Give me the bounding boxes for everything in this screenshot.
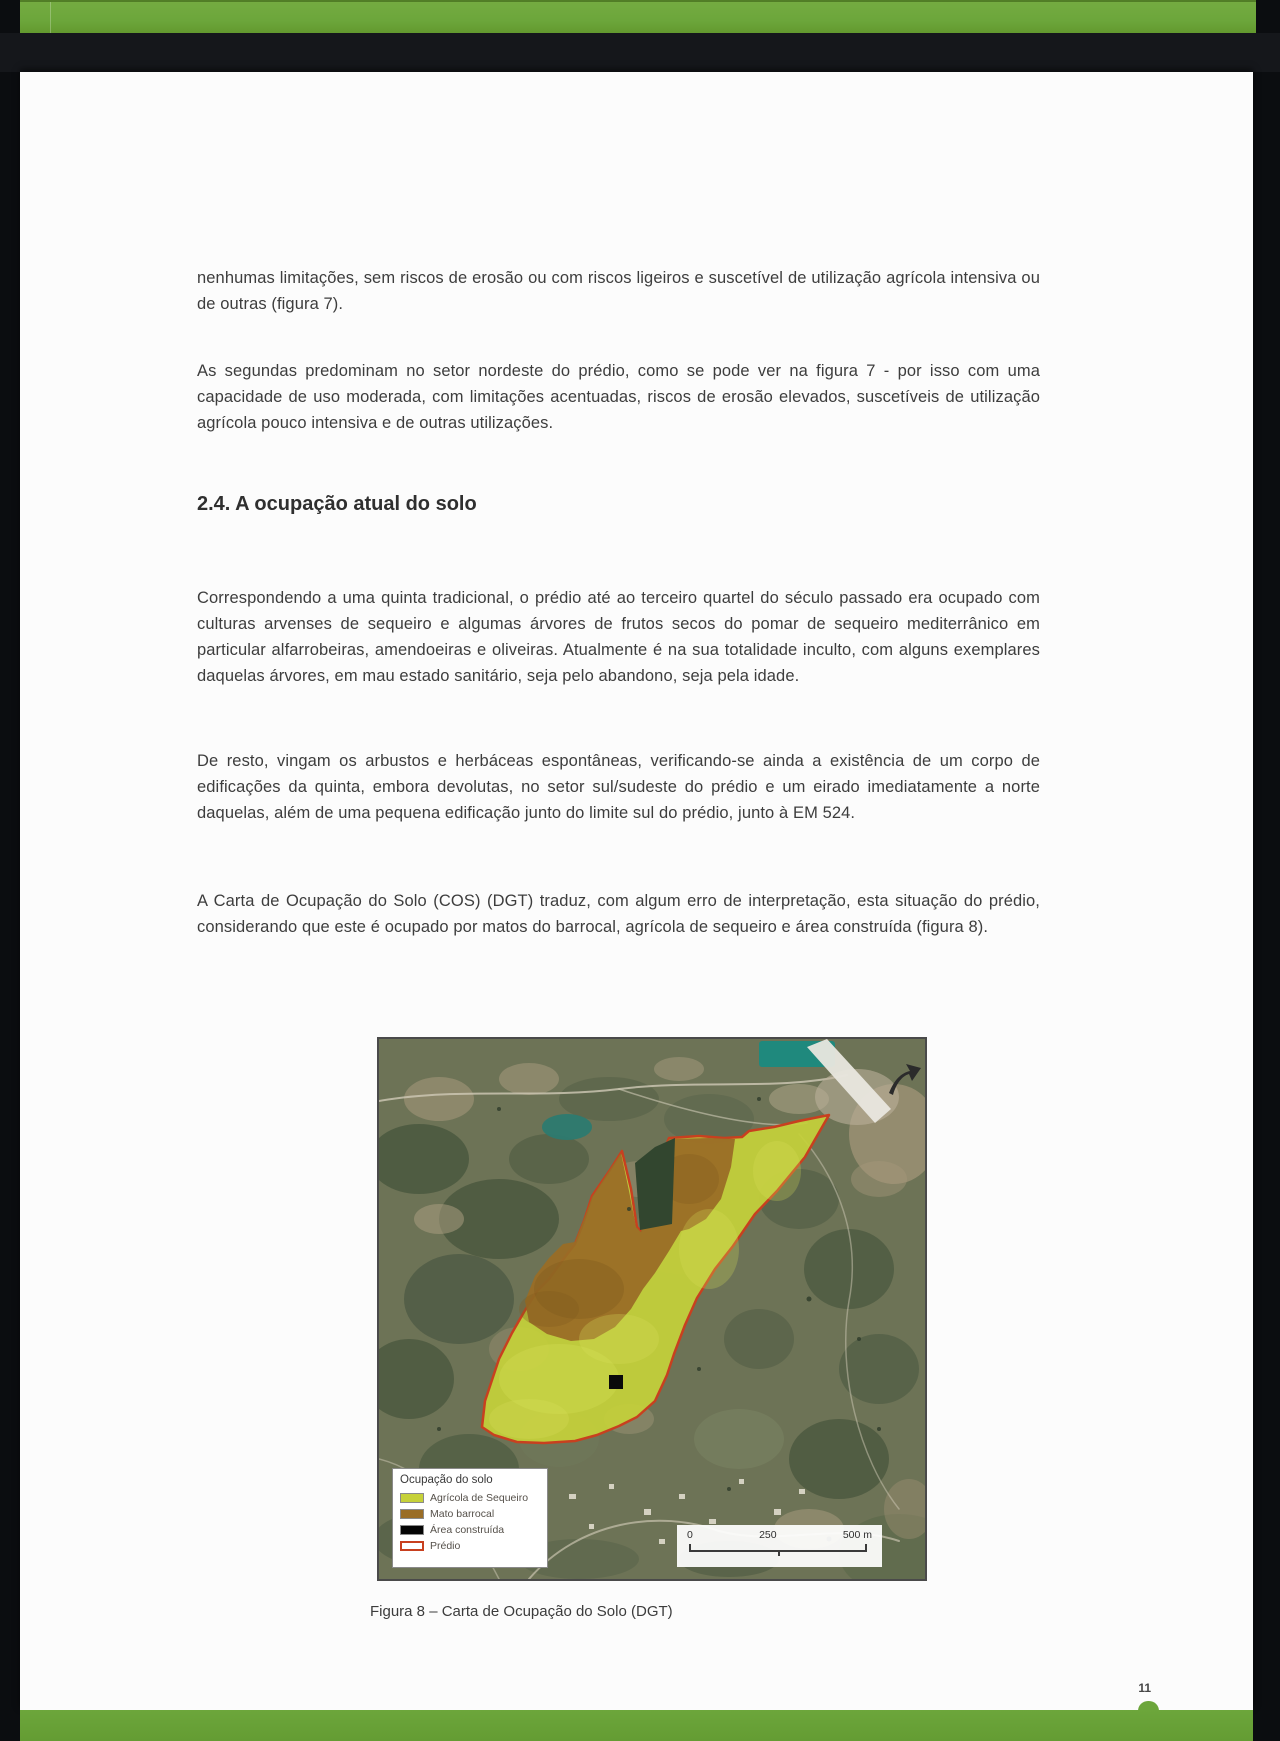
legend-item-predio: Prédio xyxy=(400,1538,540,1554)
top-black-band xyxy=(0,33,1280,72)
top-accent-bar xyxy=(20,0,1256,33)
section-heading: 2.4. A ocupação atual do solo xyxy=(197,493,477,515)
legend-swatch-construida xyxy=(400,1525,424,1535)
legend-item-agricola: Agrícola de Sequeiro xyxy=(400,1490,540,1506)
paragraph: nenhumas limitações, sem riscos de erosão ou com riscos ligeiros e suscetível de utilização agrícola intensiva ou de outras (figura 7). xyxy=(197,269,1040,313)
document-page xyxy=(20,72,1253,1710)
accent-bar-seam xyxy=(50,2,51,33)
paragraph: De resto, vingam os arbustos e herbáceas espontâneas, verificando-se ainda a existência de um corpo de edificações da quinta, embora devolutas, no setor sul/sudeste do prédio e um eirado imediatamente a norte daquelas, além de uma pequena edificação junto do limite sul do prédio, junto à EM 524. xyxy=(197,752,1040,822)
paragraph: A Carta de Ocupação do Solo (COS) (DGT) traduz, com algum erro de interpretação, esta situação do prédio, considerando que este é ocupado por matos do barrocal, agrícola de sequeiro e área construída (figura 8). xyxy=(197,892,1040,936)
figure-caption: Figura 8 – Carta de Ocupação do Solo (DGT) xyxy=(370,1603,673,1620)
area-construida-square xyxy=(609,1375,623,1389)
scale-end: 500 m xyxy=(842,1529,872,1541)
bottom-accent-bar xyxy=(20,1710,1253,1741)
legend-swatch-predio xyxy=(400,1541,424,1551)
legend-swatch-mato xyxy=(400,1509,424,1519)
legend-item-construida: Área construída xyxy=(400,1522,540,1538)
paragraph: Correspondendo a uma quinta tradicional, o prédio até ao terceiro quartel do século passado era ocupado com culturas arvenses de sequeiro e algumas árvores de frutos secos do pomar de sequeiro mediterrânico em particular alfarrobeiras, amendoeiras e oliveiras. Atualmente é na sua totalidade inculto, com alguns exemplares daquelas árvores, em mau estado sanitário, seja pelo abandono, seja pela idade. xyxy=(197,589,1040,685)
scale-mid: 250 xyxy=(759,1529,777,1541)
scalebar-labels xyxy=(687,1529,872,1541)
scalebar-mid-tick xyxy=(778,1551,780,1556)
legend-title: Ocupação do solo xyxy=(400,1474,493,1486)
map-scalebar xyxy=(677,1525,882,1567)
paragraph: As segundas predominam no setor nordeste do prédio, como se pode ver na figura 7 - por isso com uma capacidade de uso moderada, com limitações acentuadas, riscos de erosão elevados, suscetíveis de utilização agrícola pouco intensiva e de outras utilizações. xyxy=(197,362,1040,432)
page-number: 11 xyxy=(1138,1681,1151,1695)
figure-map xyxy=(377,1037,927,1581)
legend-swatch-agricola xyxy=(400,1493,424,1503)
legend-item-mato: Mato barrocal xyxy=(400,1506,540,1522)
pond xyxy=(542,1114,592,1140)
map-legend xyxy=(392,1468,548,1568)
scalebar-line xyxy=(689,1544,867,1552)
scale-start: 0 xyxy=(687,1529,693,1541)
